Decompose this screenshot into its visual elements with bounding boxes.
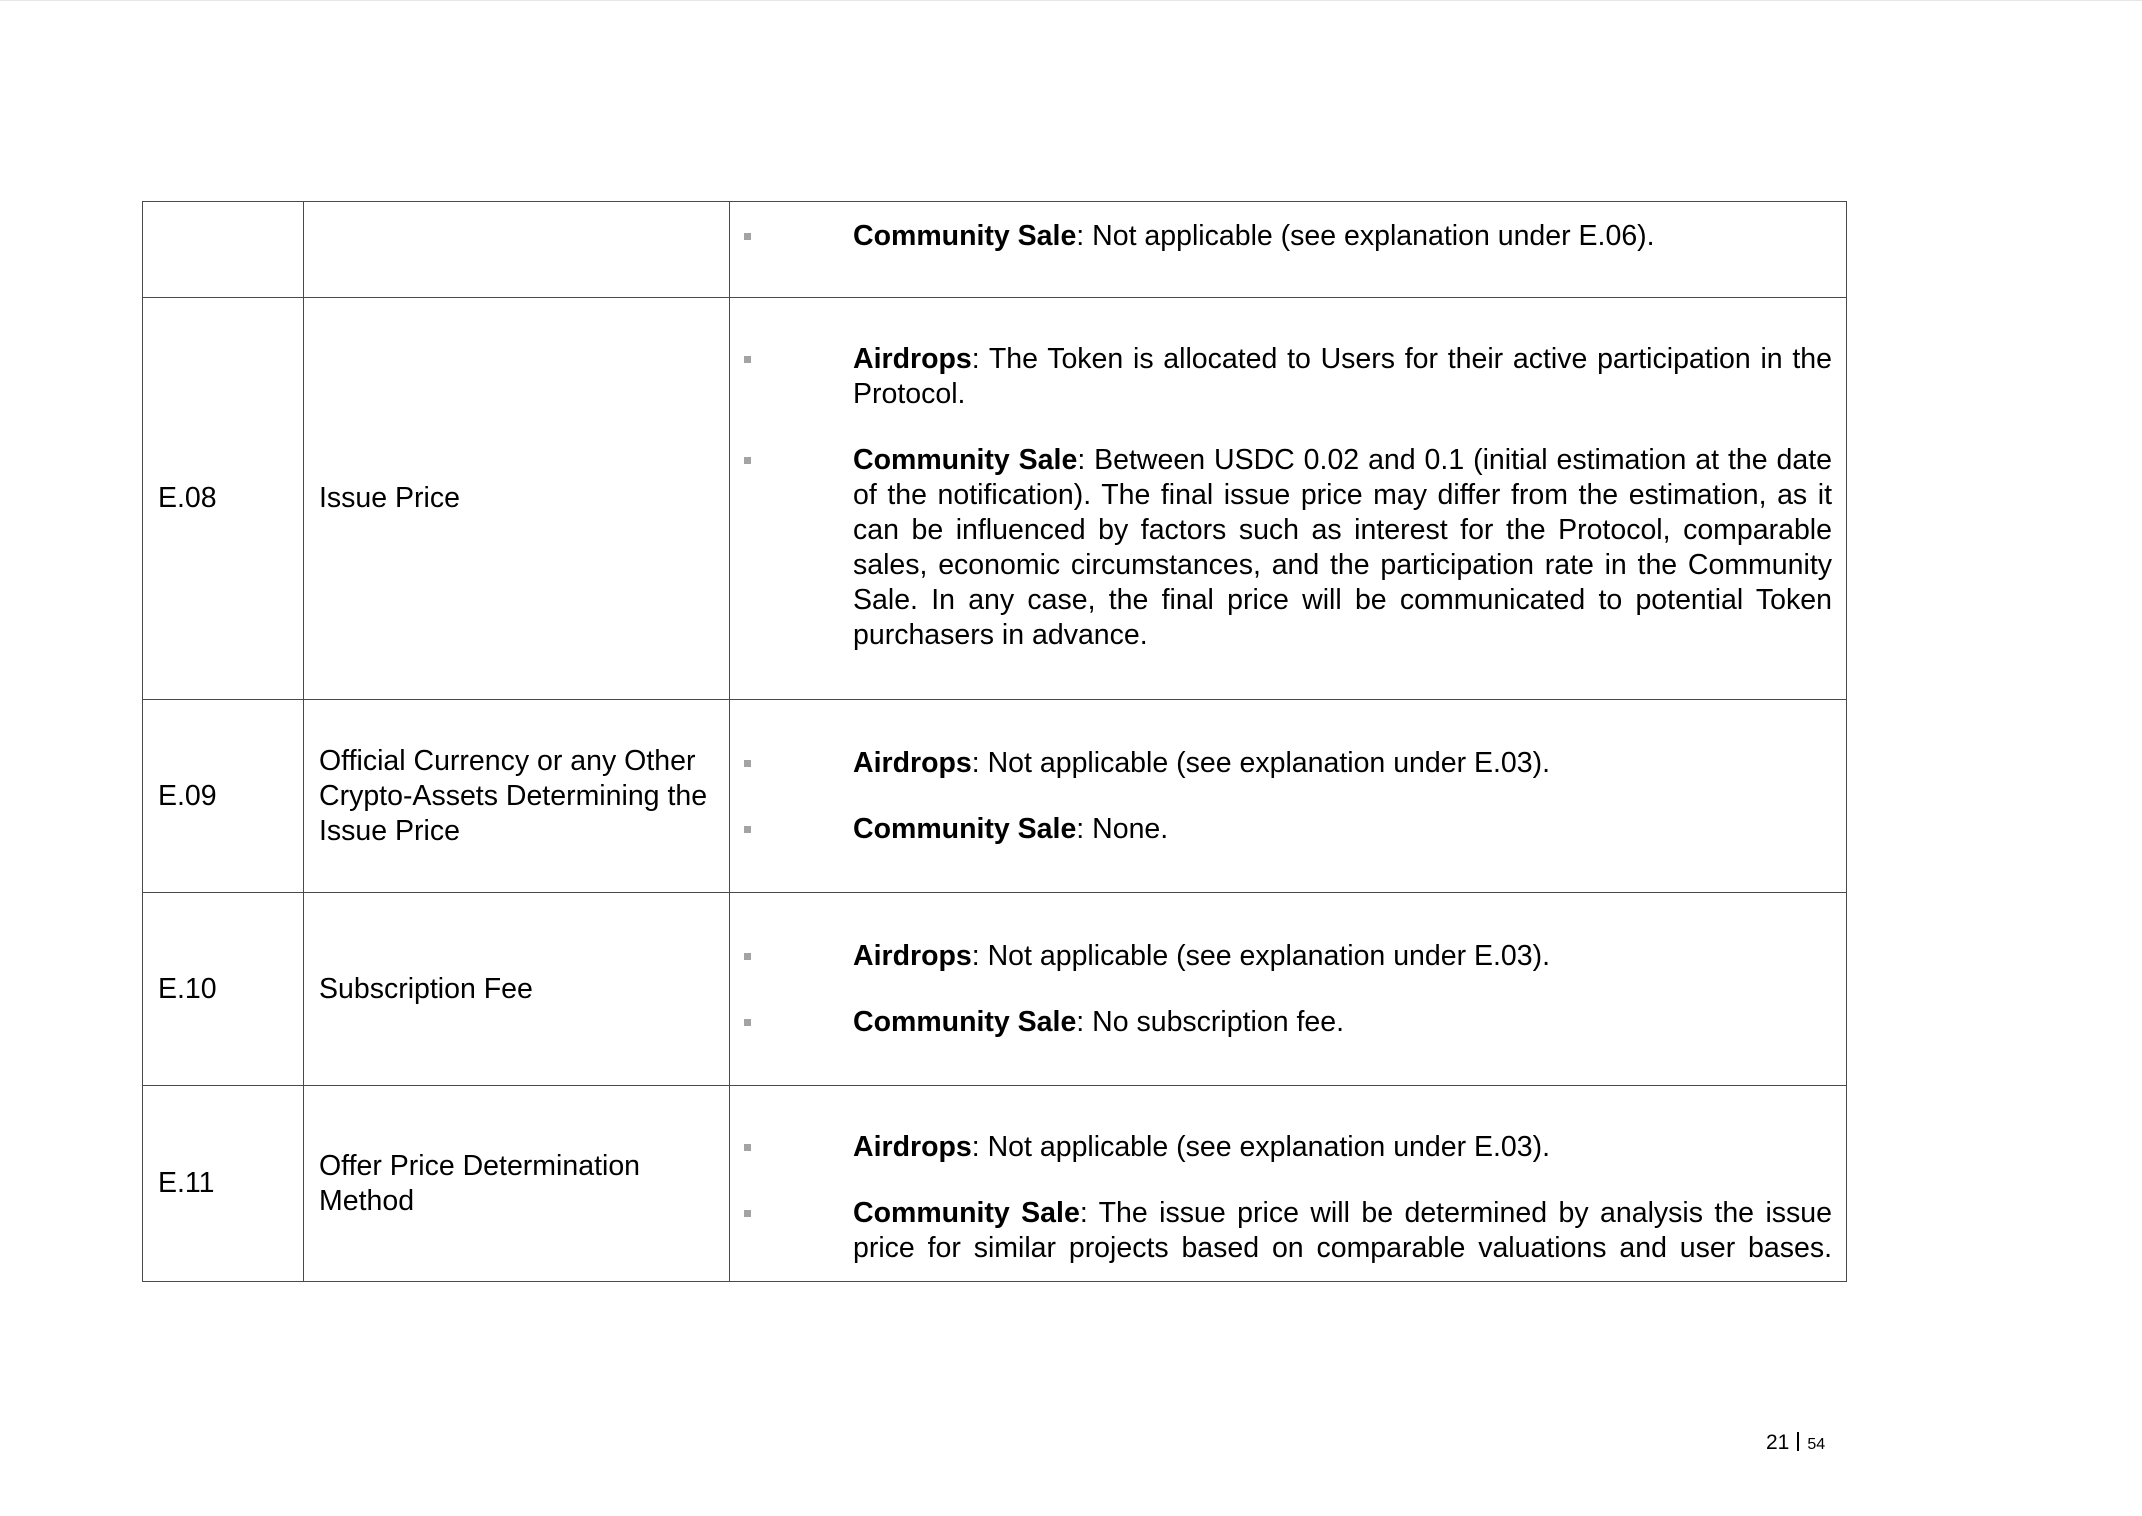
row-content-cell <box>730 1086 1847 1282</box>
table-row-e10 <box>143 893 1847 1086</box>
bullet-airdrops <box>730 939 1832 974</box>
row-id-cell <box>143 202 304 298</box>
square-bullet-icon <box>744 1144 751 1151</box>
row-label-cell: Subscription Fee <box>304 893 730 1086</box>
bullet-term: Community Sale <box>853 1197 1080 1229</box>
row-id-cell: E.09 <box>143 700 304 893</box>
bullet-text: : Not applicable (see explanation under E.06). <box>1076 220 1655 252</box>
bullet-text: : The issue price will be determined by analysis the issue price for similar projects based on comparable valuations and user bases. <box>853 1197 1832 1264</box>
square-bullet-icon <box>744 233 751 240</box>
bullet-text: : Between USDC 0.02 and 0.1 (initial estimation at the date of the notification). The final issue price may differ from the estimation, as it can be influenced by factors such as interest for the Protocol, comparable sales, economic circumstances, and the participation rate in the Community Sale. In any case, the final price will be communicated to potential Token purchasers in advance. <box>853 444 1833 651</box>
bullet-community-sale <box>730 443 1832 653</box>
bullet-text: : Not applicable (see explanation under E.03). <box>971 939 1551 972</box>
bullet-text: : Not applicable (see explanation under E.03). <box>971 1131 1551 1163</box>
square-bullet-icon <box>744 953 751 960</box>
page-separator <box>1797 1432 1799 1451</box>
row-id-cell: E.10 <box>143 893 304 1086</box>
bullet-term: Community Sale <box>853 1005 1077 1038</box>
table-row-e11 <box>143 1086 1847 1282</box>
bullet-term: Airdrops <box>853 343 972 375</box>
bullet-term: Community Sale <box>853 444 1078 476</box>
page-total: 54 <box>1807 1436 1826 1453</box>
bullet-community-sale <box>730 812 1832 847</box>
table-row-e09 <box>143 700 1847 893</box>
disclosure-table <box>142 201 1847 1282</box>
bullet-term: Community Sale <box>853 812 1077 845</box>
square-bullet-icon <box>744 826 751 833</box>
table-row-continuation <box>143 202 1847 298</box>
row-label-cell: Official Currency or any Other Crypto-Assets Determining the Issue Price <box>304 700 730 893</box>
row-content-cell <box>730 700 1847 893</box>
row-content-cell <box>730 298 1847 700</box>
bullet-community-sale <box>730 1005 1832 1040</box>
bullet-community-sale <box>730 219 1832 254</box>
bullet-community-sale <box>730 1196 1832 1266</box>
bullet-text: : The Token is allocated to Users for their active participation in the Protocol. <box>853 343 1832 410</box>
bullet-text: : No subscription fee. <box>1076 1005 1345 1038</box>
page-current: 21 <box>1766 1431 1790 1454</box>
bullet-text: : None. <box>1076 812 1169 845</box>
bullet-airdrops <box>730 746 1832 781</box>
row-content-cell <box>730 202 1847 298</box>
square-bullet-icon <box>744 760 751 767</box>
bullet-term: Airdrops <box>853 1131 972 1163</box>
square-bullet-icon <box>744 457 751 464</box>
page-top-border <box>0 0 2142 1</box>
row-label-cell: Issue Price <box>304 298 730 700</box>
page-number <box>1766 1431 1825 1457</box>
row-label-cell <box>304 202 730 298</box>
bullet-airdrops <box>730 1130 1832 1165</box>
square-bullet-icon <box>744 1019 751 1026</box>
bullet-text: : Not applicable (see explanation under E.03). <box>971 746 1551 779</box>
bullet-term: Airdrops <box>853 939 972 972</box>
row-content-cell <box>730 893 1847 1086</box>
bullet-term: Airdrops <box>853 746 972 779</box>
row-label-cell: Offer Price Determination Method <box>304 1086 730 1282</box>
row-id-cell: E.08 <box>143 298 304 700</box>
row-id-cell: E.11 <box>143 1086 304 1282</box>
square-bullet-icon <box>744 1210 751 1217</box>
bullet-term: Community Sale <box>853 220 1077 252</box>
bullet-airdrops <box>730 342 1832 412</box>
square-bullet-icon <box>744 356 751 363</box>
table-row-e08 <box>143 298 1847 700</box>
